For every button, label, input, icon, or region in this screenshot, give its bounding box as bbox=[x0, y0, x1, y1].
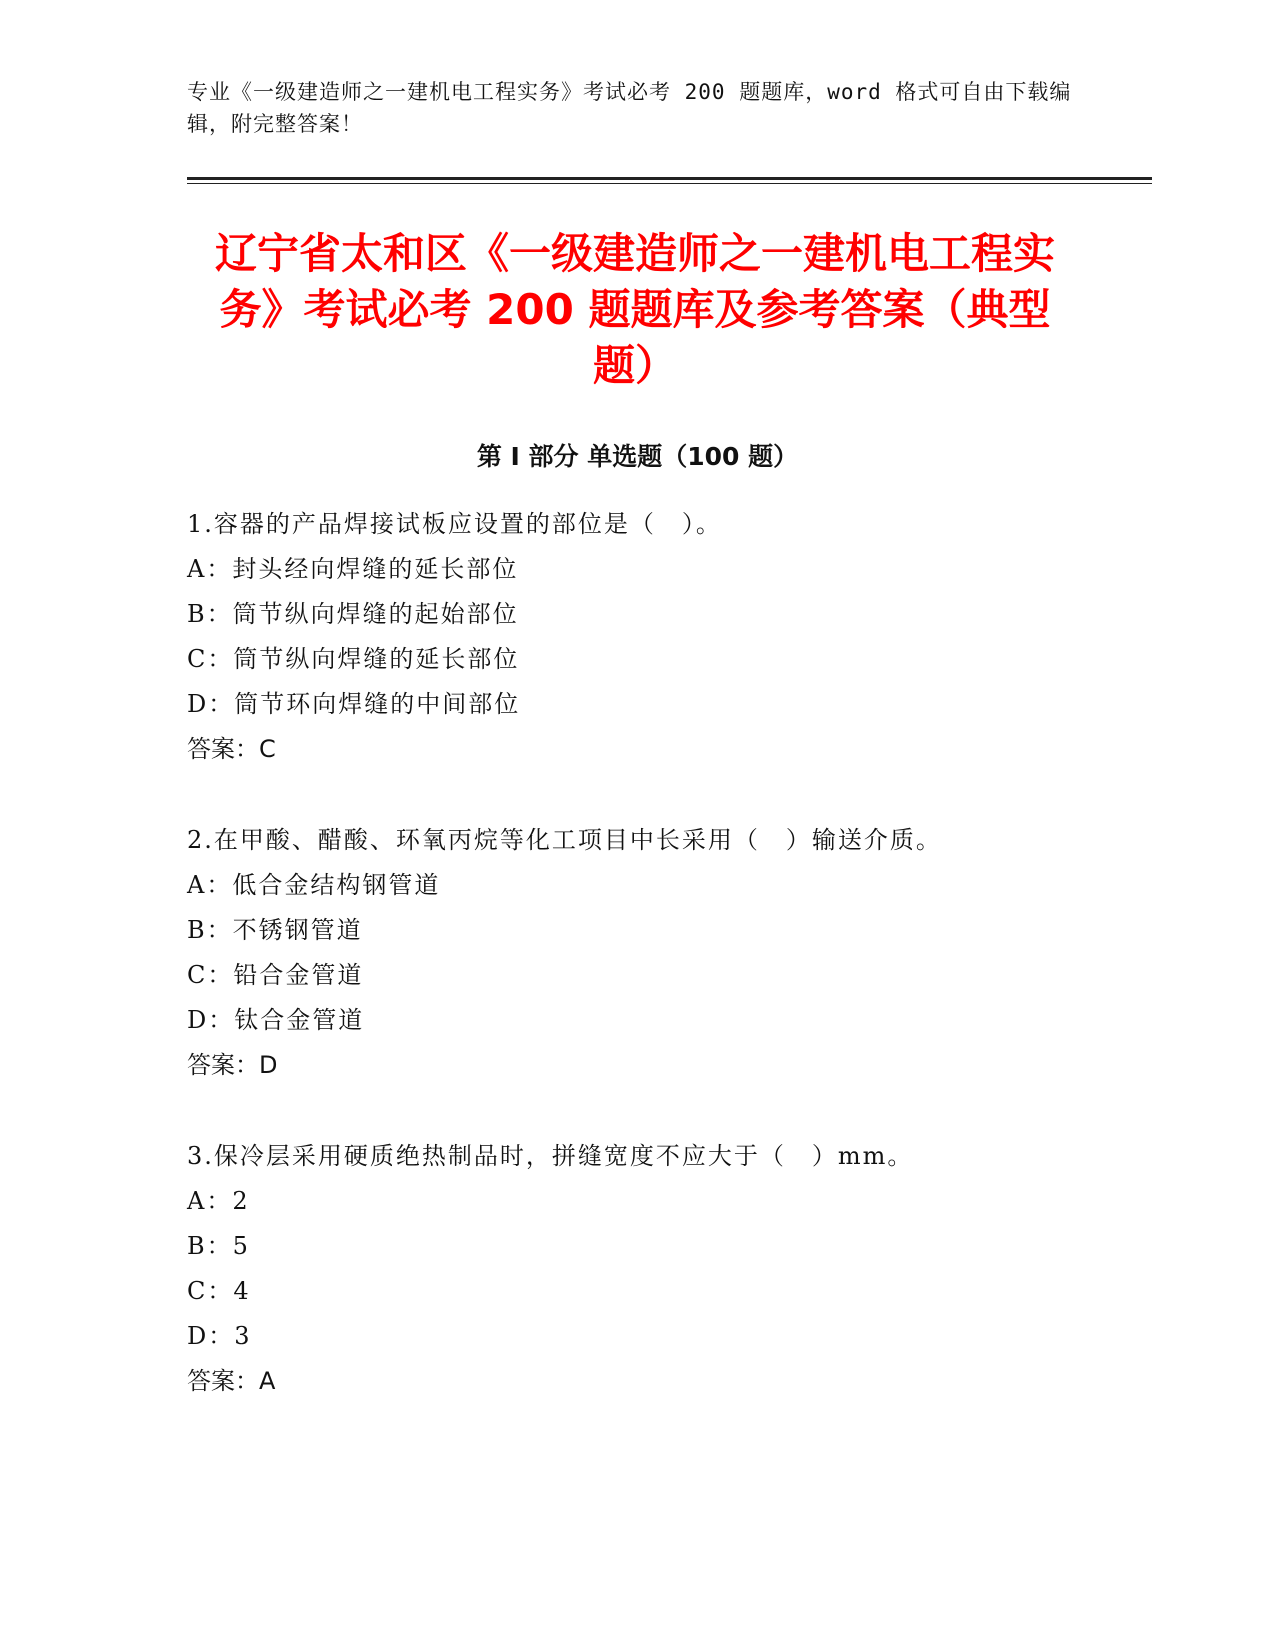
question-1 bbox=[187, 502, 1087, 772]
option-d: D：3 bbox=[187, 1322, 252, 1350]
header-note: 专业《一级建造师之一建机电工程实务》考试必考 200 题题库，word 格式可自由下载编辑，附完整答案！ bbox=[187, 80, 1072, 136]
option-b: B：5 bbox=[187, 1232, 250, 1260]
question-3 bbox=[187, 1134, 1087, 1404]
section-heading: 第 I 部分 单选题（100 题） bbox=[476, 442, 799, 471]
question-stem: 1.容器的产品焊接试板应设置的部位是（ ）。 bbox=[187, 510, 722, 538]
question-stem: 2.在甲酸、醋酸、环氧丙烷等化工项目中长采用（ ）输送介质。 bbox=[187, 826, 942, 854]
answer-label: 答案： bbox=[187, 1367, 259, 1395]
header-divider-thick bbox=[187, 177, 1152, 180]
option-a: A：2 bbox=[187, 1187, 250, 1215]
answer-line bbox=[187, 727, 1087, 772]
option-a: A：封头经向焊缝的延长部位 bbox=[187, 555, 519, 583]
answer-line bbox=[187, 1359, 1087, 1404]
answer-value: D bbox=[259, 1051, 278, 1079]
option-c: C：铅合金管道 bbox=[187, 961, 364, 989]
option-d: D：钛合金管道 bbox=[187, 1006, 365, 1034]
option-c: C：4 bbox=[187, 1277, 251, 1305]
question-stem: 3.保冷层采用硬质绝热制品时，拼缝宽度不应大于（ ）mm。 bbox=[187, 1142, 914, 1170]
answer-value: A bbox=[259, 1367, 276, 1395]
question-2 bbox=[187, 818, 1087, 1088]
answer-value: C bbox=[259, 735, 276, 763]
answer-label: 答案： bbox=[187, 735, 259, 763]
option-b: B：不锈钢管道 bbox=[187, 916, 363, 944]
document-title: 辽宁省太和区《一级建造师之一建机电工程实务》考试必考 200 题题库及参考答案（典型题） bbox=[214, 229, 1055, 390]
header-divider-thin bbox=[187, 183, 1152, 184]
option-a: A：低合金结构钢管道 bbox=[187, 871, 441, 899]
option-c: C：筒节纵向焊缝的延长部位 bbox=[187, 645, 520, 673]
answer-line bbox=[187, 1043, 1087, 1088]
option-d: D：筒节环向焊缝的中间部位 bbox=[187, 690, 521, 718]
option-b: B：筒节纵向焊缝的起始部位 bbox=[187, 600, 519, 628]
answer-label: 答案： bbox=[187, 1051, 259, 1079]
